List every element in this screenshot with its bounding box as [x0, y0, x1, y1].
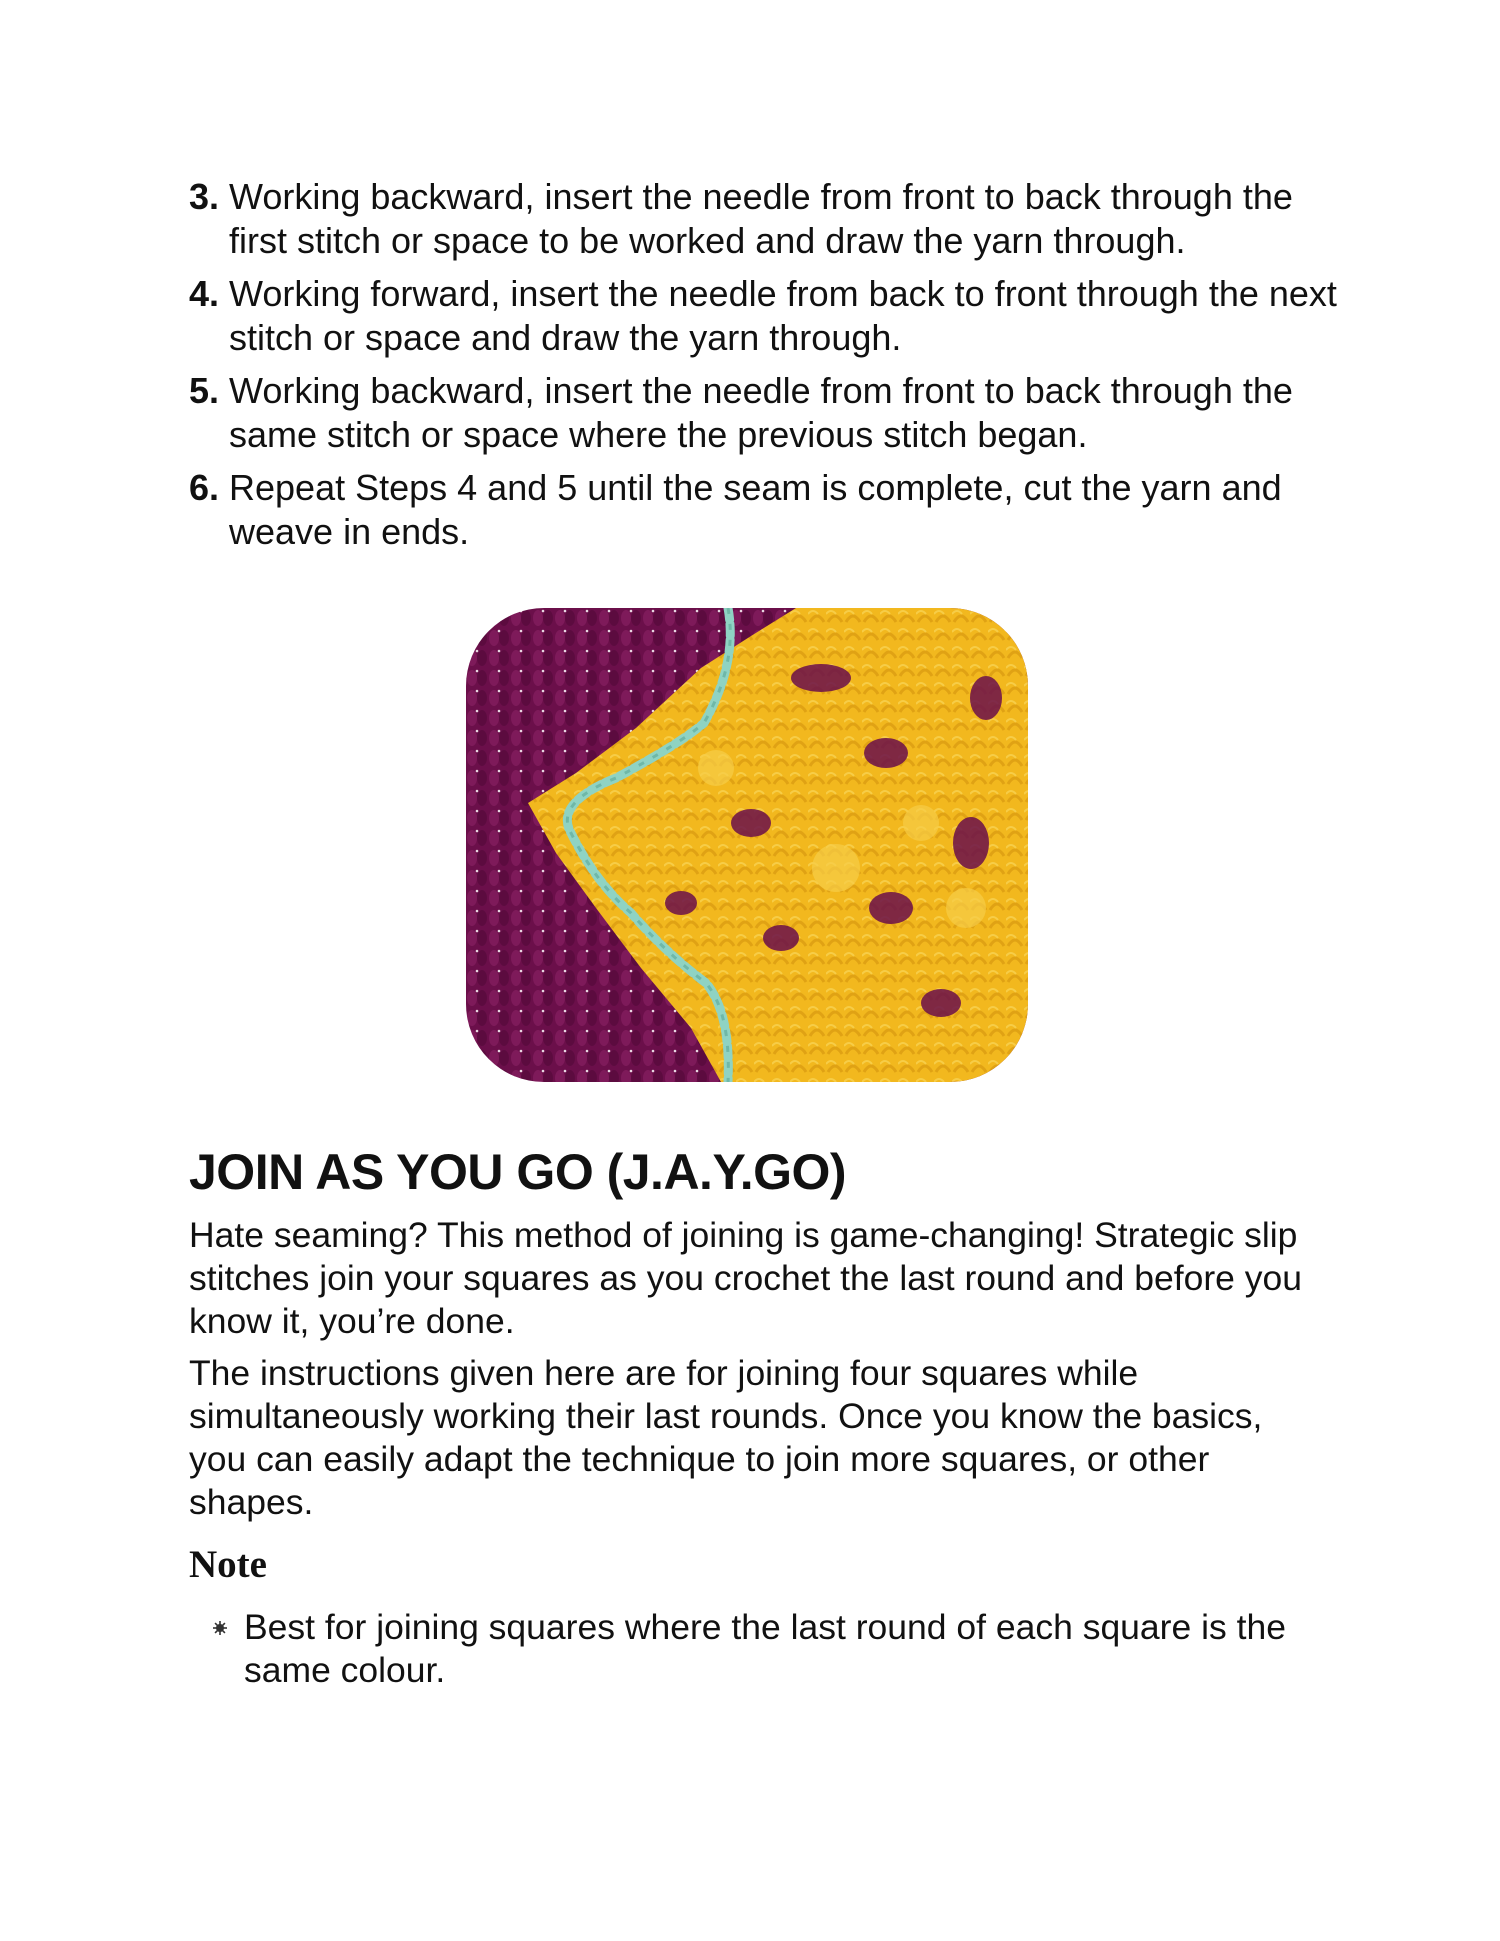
- step-number: 5.: [189, 370, 220, 411]
- step-number: 4.: [189, 273, 220, 314]
- step-number: 6.: [189, 467, 220, 508]
- starburst-bullet-icon: [213, 1621, 227, 1635]
- step-item: [189, 466, 1339, 554]
- list-item: [189, 1606, 1329, 1692]
- step-number: 3.: [189, 176, 220, 217]
- step-text: Working backward, insert the needle from front to back through the first stitch or space to be worked and draw the yarn through.: [229, 176, 1293, 261]
- note-list: [189, 1606, 1329, 1692]
- section-title: JOIN AS YOU GO (J.A.Y.GO): [189, 1144, 847, 1200]
- step-item: [189, 175, 1339, 263]
- crochet-seam-photo: [466, 608, 1028, 1082]
- step-text: Working backward, insert the needle from front to back through the same stitch or space where the previous stitch began.: [229, 370, 1293, 455]
- steps-list: [189, 175, 1339, 563]
- step-item: [189, 272, 1339, 360]
- step-text: Working forward, insert the needle from back to front through the next stitch or space and draw the yarn through.: [229, 273, 1337, 358]
- note-text: Best for joining squares where the last round of each square is the same colour.: [244, 1607, 1286, 1690]
- instructions-paragraph: The instructions given here are for joining four squares while simultaneously working their last rounds. Once you know the basics, you can easily adapt the technique to join more squares, or other shapes.: [189, 1353, 1263, 1522]
- step-item: [189, 369, 1339, 457]
- note-title: Note: [189, 1543, 267, 1586]
- intro-paragraph: Hate seaming? This method of joining is game-changing! Strategic slip stitches join your squares as you crochet the last round and before you know it, you’re done.: [189, 1215, 1302, 1341]
- crochet-seam-illustration: [466, 608, 1028, 1082]
- step-text: Repeat Steps 4 and 5 until the seam is complete, cut the yarn and weave in ends.: [229, 467, 1282, 552]
